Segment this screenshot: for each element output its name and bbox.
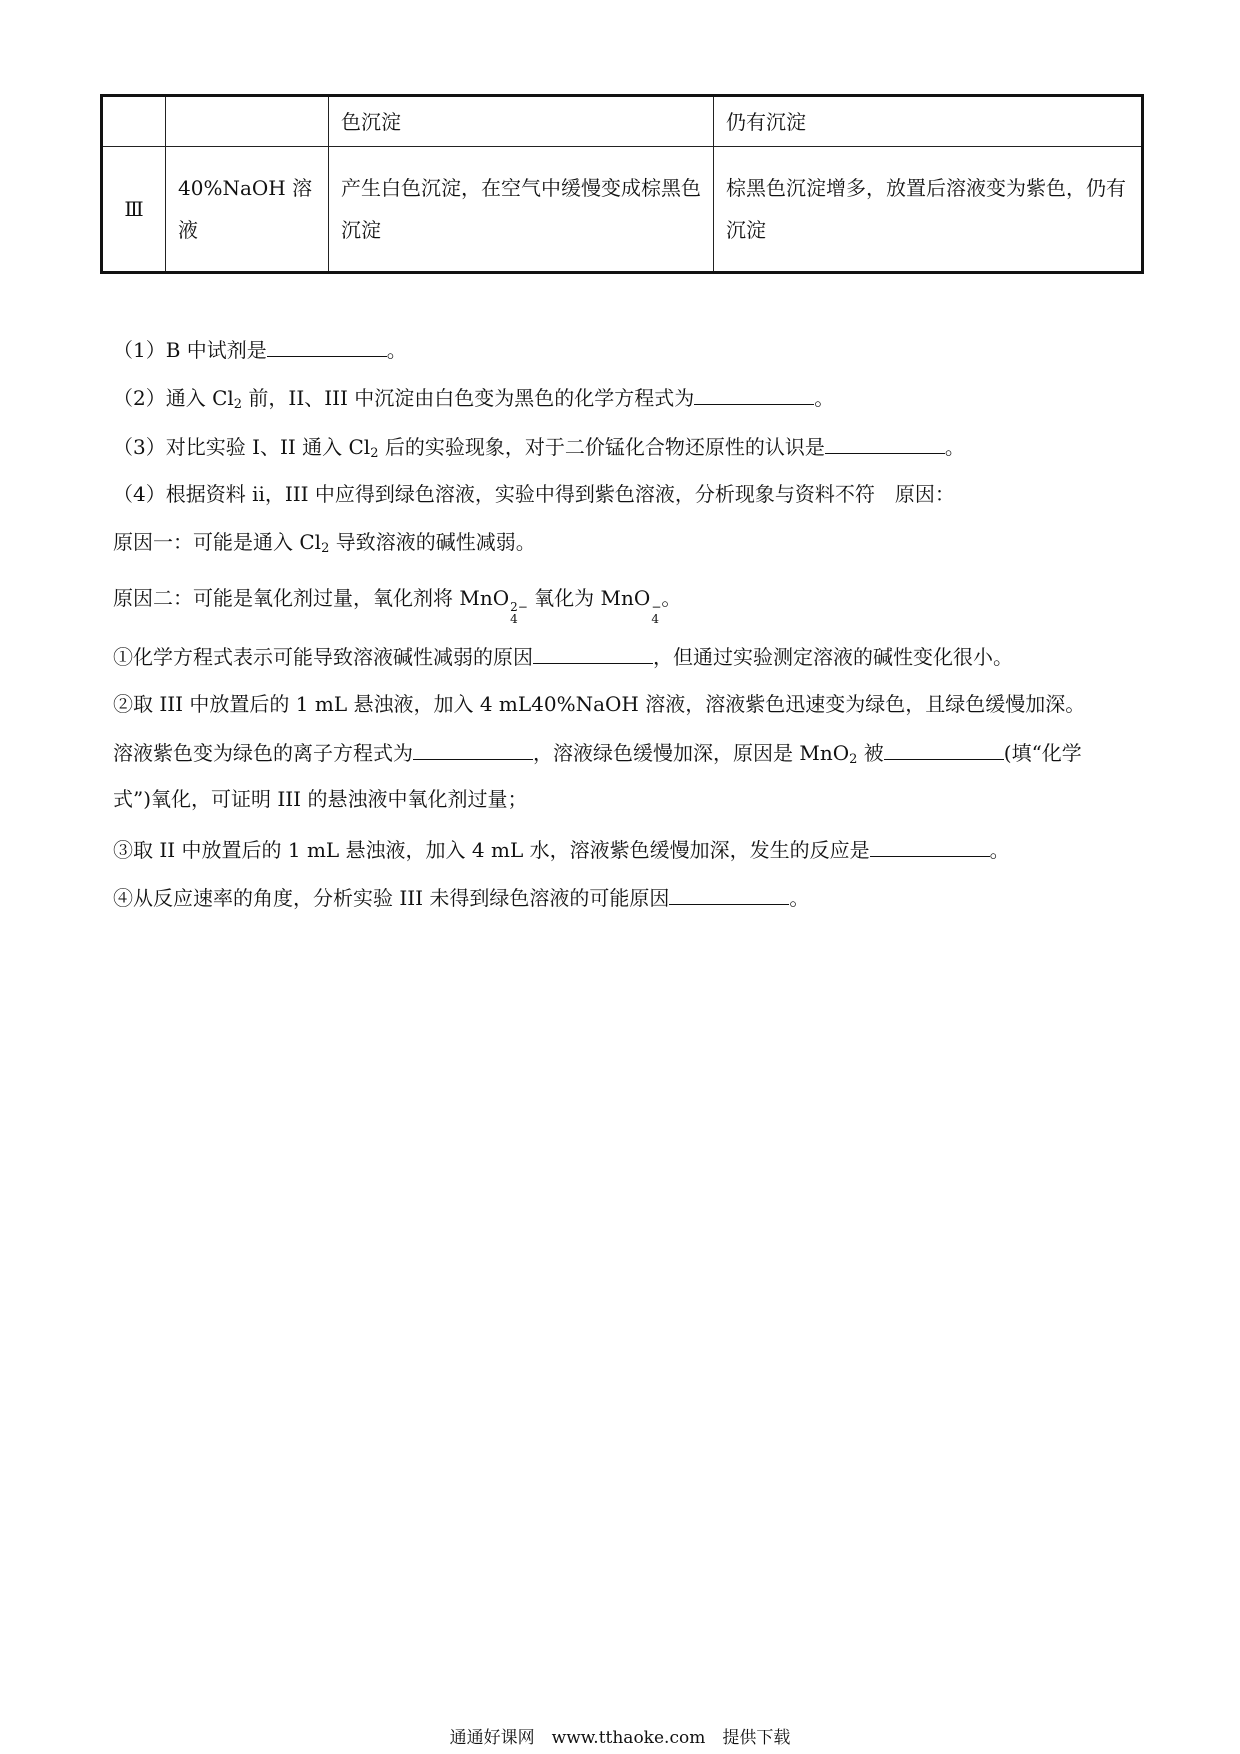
answer-blank[interactable]	[870, 834, 990, 857]
answer-blank[interactable]	[413, 737, 533, 760]
answer-blank[interactable]	[825, 431, 945, 454]
cell-number: Ⅲ	[102, 147, 166, 273]
page-footer: 通通好课网 www.tthaoke.com 提供下载	[449, 1728, 791, 1748]
cell-after-cl2: 仍有沉淀	[714, 96, 1143, 147]
permanganate-ion: MnO − 4	[600, 586, 662, 626]
reason-1: 原因一：可能是通入 $Cl_2$ 导致溶液的碱性减弱。	[113, 530, 536, 556]
table-row	[102, 147, 1143, 273]
question-2: （2）通入 $Cl_2$ 前，II、III 中沉淀由白色变为黑色的化学方程式为 。	[113, 382, 834, 419]
cell-reagent: 40%NaOH 溶液	[166, 147, 329, 273]
sub-question-3: ③取 II 中放置后的 1 mL 悬浊液，加入 4 mL 水，溶液紫色缓慢加深，发生的反应是 。	[113, 834, 1010, 864]
cell-number	[102, 96, 166, 147]
cell-before-cl2: 产生白色沉淀，在空气中缓慢变成棕黑色沉淀	[329, 147, 714, 273]
cell-reagent	[166, 96, 329, 147]
answer-blank[interactable]	[694, 382, 814, 405]
sub-question-4: ④从反应速率的角度，分析实验 III 未得到绿色溶液的可能原因 。	[113, 882, 809, 912]
cell-before-cl2: 色沉淀	[329, 96, 714, 147]
answer-blank[interactable]	[884, 737, 1004, 760]
question-3: （3）对比实验 I、II 通入 $Cl_2$ 后的实验现象，对于二价锰化合物还原性的认识是 。	[113, 431, 965, 468]
cell-after-cl2: 棕黑色沉淀增多，放置后溶液变为紫色，仍有沉淀	[714, 147, 1143, 273]
sub-question-2-line-2: 溶液紫色变为绿色的离子方程式为 ，溶液绿色缓慢加深，原因是 MnO$_2$ 被 (填“化学	[113, 737, 1082, 774]
answer-blank[interactable]	[267, 334, 387, 357]
question-4: （4）根据资料 ii，III 中应得到绿色溶液，实验中得到紫色溶液，分析现象与资料不符 原因：	[113, 482, 955, 506]
reason-2: 原因二：可能是氧化剂过量，氧化剂将 MnO 2− 4 氧化为 MnO − 4 。	[113, 586, 682, 626]
sub-question-2-line-3: 式”)氧化，可证明 III 的悬浊液中氧化剂过量；	[113, 787, 528, 811]
experiment-table	[100, 94, 1144, 274]
table-row	[102, 96, 1143, 147]
answer-blank[interactable]	[669, 882, 789, 905]
sub-question-2: ②取 III 中放置后的 1 mL 悬浊液，加入 4 mL40%NaOH 溶液，溶液紫色迅速变为绿色，且绿色缓慢加深。	[113, 692, 1086, 716]
sub-question-1: ①化学方程式表示可能导致溶液碱性减弱的原因 ，但通过实验测定溶液的碱性变化很小。	[113, 641, 1013, 671]
answer-blank[interactable]	[533, 641, 653, 664]
question-1: （1）B 中试剂是 。	[113, 334, 407, 364]
manganate-ion: MnO 2− 4	[459, 586, 528, 626]
